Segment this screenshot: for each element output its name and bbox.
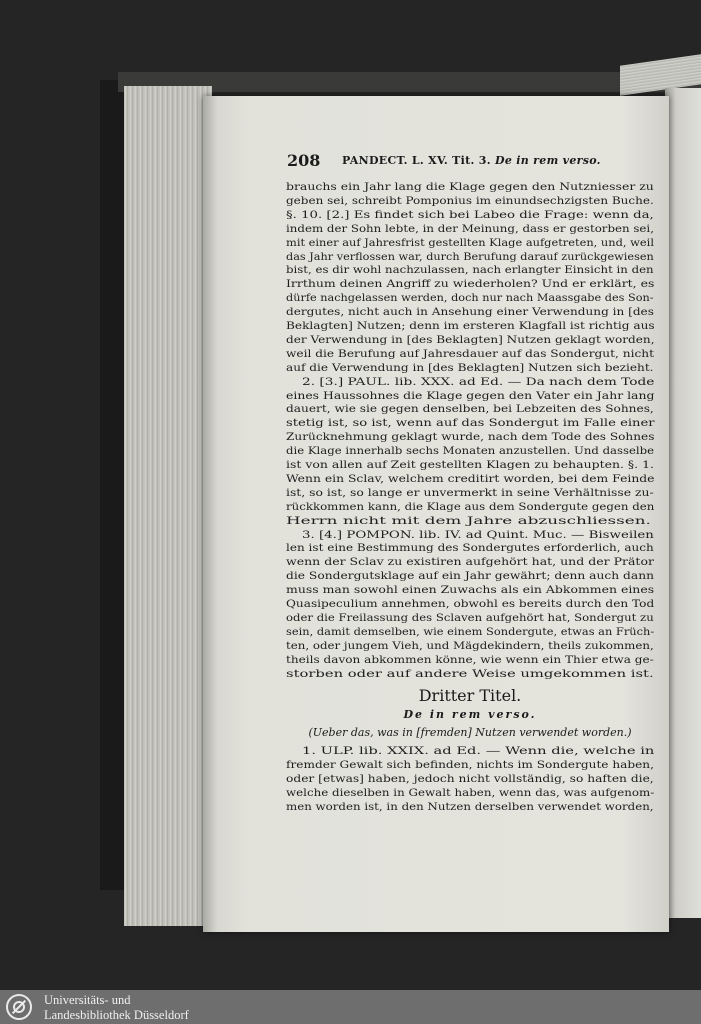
text-line bbox=[286, 514, 651, 528]
text-line bbox=[286, 347, 654, 361]
text-line-content: brauchs ein Jahr lang die Klage gegen den Nutzniesser zu bbox=[286, 181, 654, 193]
text-line-content: geben sei, schreibt Pomponius im einundsechzigsten Buche. bbox=[286, 194, 654, 207]
text-line-content: men worden ist, in den Nutzen derselben verwendet worden, bbox=[286, 801, 654, 813]
text-line bbox=[286, 486, 654, 500]
text-line-content: Zurücknehmung geklagt wurde, nach dem Tode des Sohnes bbox=[286, 431, 655, 444]
library-name-line1: Universitäts- und bbox=[44, 993, 131, 1007]
text-line-content: oder [etwas] haben, jedoch nicht vollständig, so haften die, bbox=[286, 773, 654, 786]
text-line-content: muss man sowohl einen Zuwachs als ein Abkommen eines bbox=[286, 584, 655, 597]
text-line bbox=[286, 305, 654, 319]
text-line bbox=[286, 194, 654, 208]
text-line-content: ist, so ist, so lange er unvermerkt in seine Verhältnisse zu- bbox=[286, 486, 654, 499]
text-line-content: Herrn nicht mit dem Jahre abzuschliessen. bbox=[286, 514, 651, 527]
text-line-content: wenn der Sclav zu existiren aufgehört hat, und der Prätor bbox=[286, 556, 654, 569]
text-line-content: storben oder auf andere Weise umgekommen ist. bbox=[286, 667, 654, 680]
text-line-content: eines Haussohnes die Klage gegen den Vater ein Jahr lang bbox=[286, 389, 655, 402]
text-line-content: §. 10. [2.] Es findet sich bei Labeo die Frage: wenn da, bbox=[286, 208, 654, 221]
text-line-content: oder die Freilassung des Sclaven aufgehört hat, Sondergut zu bbox=[286, 611, 654, 624]
text-line bbox=[302, 375, 655, 389]
text-line-content: sein, damit demselben, wie einem Sondergute, etwas an Früch- bbox=[286, 625, 655, 638]
running-head-italic: De in rem verso. bbox=[495, 154, 601, 167]
text-line-content: auf die Verwendung in [des Beklagten] Nutzen sich bezieht. bbox=[286, 361, 654, 374]
text-line bbox=[302, 528, 654, 542]
library-name-line2: Landesbibliothek Düsseldorf bbox=[44, 1008, 189, 1022]
section-subtitle: De in rem verso. bbox=[403, 708, 537, 722]
text-line bbox=[286, 569, 655, 583]
text-line-content: das Jahr verflossen war, durch Berufung darauf zurückgewiesen bbox=[286, 250, 654, 263]
text-line-content: dürfe nachgelassen werden, doch nur nach Maassgabe des Son- bbox=[286, 292, 654, 305]
page-edges bbox=[124, 86, 212, 926]
text-line bbox=[286, 250, 654, 264]
running-head bbox=[342, 154, 601, 167]
text-line-content: 2. [3.] PAUL. lib. XXX. ad Ed. — Da nach dem Tode bbox=[302, 375, 655, 388]
text-line-content: bist, es dir wohl nachzulassen, nach erlangter Einsicht in den bbox=[286, 264, 654, 277]
text-line-content: Quasipeculium annehmen, obwohl es bereits durch den Tod bbox=[286, 598, 655, 610]
text-line-content: ten, oder jungem Vieh, und Mägdekindern, theils zukommen, bbox=[286, 639, 654, 652]
facing-page bbox=[665, 88, 701, 918]
text-line bbox=[286, 500, 655, 514]
text-line-content: Wenn ein Sclav, welchem creditirt worden, bei dem Feinde bbox=[286, 472, 655, 485]
text-line-content: len ist eine Bestimmung des Sondergutes erforderlich, auch bbox=[286, 542, 654, 555]
running-head-text: PANDECT. L. XV. Tit. 3. bbox=[342, 154, 491, 167]
page-header bbox=[287, 151, 667, 173]
text-line-content: die Klage innerhalb sechs Monaten anzustellen. Und dasselbe bbox=[286, 445, 655, 458]
text-line-content: die Sondergutsklage auf ein Jahr gewährt; denn auch dann bbox=[286, 570, 655, 583]
text-line bbox=[286, 416, 655, 430]
text-line bbox=[286, 639, 654, 653]
text-line bbox=[286, 402, 654, 416]
text-line bbox=[286, 541, 654, 555]
text-line-content: Irrthum deinen Angriff zu wiederholen? Und er erklärt, es bbox=[286, 278, 655, 291]
text-line-content: welche dieselben in Gewalt haben, wenn das, was aufgenom- bbox=[286, 787, 655, 800]
text-line bbox=[286, 180, 654, 194]
section-translation: (Ueber das, was in [fremden] Nutzen verwendet worden.) bbox=[308, 726, 632, 740]
text-line bbox=[286, 472, 655, 486]
text-line bbox=[286, 319, 655, 333]
text-line bbox=[286, 291, 654, 305]
text-line-content: fremder Gewalt sich befinden, nichts im Sondergute haben, bbox=[286, 759, 654, 772]
text-line bbox=[286, 583, 655, 597]
text-line bbox=[286, 333, 655, 347]
text-line-content: indem der Sohn lebte, in der Meinung, dass er gestorben sei, bbox=[286, 222, 654, 235]
text-line-content: mit einer auf Jahresfrist gestellten Klage aufgetreten, und, weil bbox=[286, 236, 654, 249]
text-line-content: 1. ULP. lib. XXIX. ad Ed. — Wenn die, welche in bbox=[302, 745, 655, 758]
text-line-content: Beklagten] Nutzen; denn im ersteren Klagfall ist richtig aus bbox=[286, 320, 655, 332]
text-line bbox=[286, 772, 654, 786]
text-line-content: stetig ist, so ist, wenn auf das Sondergut im Falle einer bbox=[286, 417, 655, 430]
text-line-content: dauert, wie sie gegen denselben, bei Lebzeiten des Sohnes, bbox=[286, 403, 654, 416]
text-line-content: theils davon abkommen könne, wie wenn ein Thier etwa ge- bbox=[286, 653, 654, 666]
text-line bbox=[286, 444, 655, 458]
text-line bbox=[286, 430, 655, 444]
text-line bbox=[286, 758, 654, 772]
text-line bbox=[286, 653, 654, 667]
library-name bbox=[44, 993, 189, 1023]
text-line bbox=[286, 236, 654, 250]
text-line bbox=[302, 744, 655, 758]
page-number: 208 bbox=[287, 151, 321, 170]
text-line bbox=[286, 611, 654, 625]
footer-bar bbox=[0, 990, 701, 1024]
text-line bbox=[286, 786, 655, 800]
section-title: Dritter Titel. bbox=[418, 686, 522, 706]
text-line bbox=[286, 597, 655, 611]
text-line-content: weil die Berufung auf Jahresdauer auf das Sondergut, nicht bbox=[286, 347, 654, 360]
library-logo-icon bbox=[6, 994, 32, 1020]
text-line bbox=[286, 277, 655, 291]
text-line bbox=[286, 389, 655, 403]
text-line bbox=[286, 800, 654, 814]
text-line bbox=[286, 222, 654, 236]
text-line-content: 3. [4.] POMPON. lib. IV. ad Quint. Muc. — Bisweilen bbox=[302, 528, 654, 541]
text-line bbox=[286, 667, 654, 681]
text-line-content: der Verwendung in [des Beklagten] Nutzen geklagt worden, bbox=[286, 333, 655, 346]
text-line bbox=[286, 263, 654, 277]
text-line bbox=[286, 458, 654, 472]
text-line bbox=[286, 625, 655, 639]
text-line-content: dergutes, nicht auch in Ansehung einer Verwendung in [des bbox=[286, 306, 654, 319]
text-line bbox=[286, 555, 654, 569]
text-line-content: ist von allen auf Zeit gestellten Klagen zu behaupten. §. 1. bbox=[286, 459, 654, 471]
text-line-content: rückkommen kann, die Klage aus dem Sondergute gegen den bbox=[286, 500, 655, 513]
text-line bbox=[286, 208, 654, 222]
text-line bbox=[286, 361, 654, 375]
